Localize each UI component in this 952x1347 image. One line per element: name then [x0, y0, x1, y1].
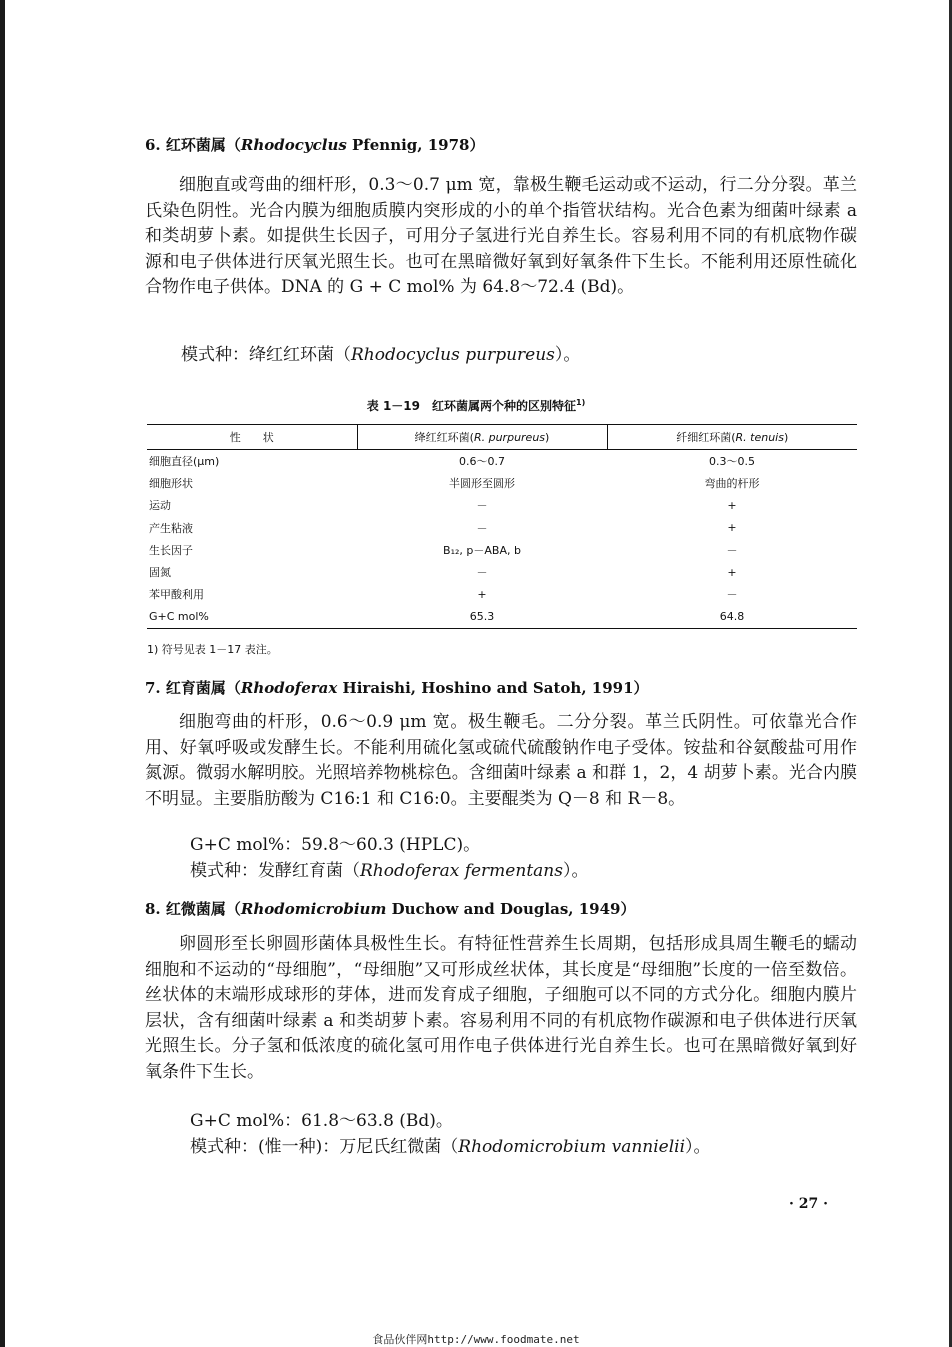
table-caption: 表 1－19 红环菌属两个种的区别特征$^{1)}$ [366, 398, 586, 413]
comparison-table [147, 424, 857, 629]
page-number: · 27 · [789, 1196, 828, 1212]
table-row: 细胞直径(μm) 0.6～0.7 0.3～0.5 [149, 455, 755, 469]
section-8-type-species: 模式种：(惟一种)：万尼氏红微菌（Rhodomicrobium vannielii）。 [190, 1137, 711, 1157]
table-row: 运动 － + [149, 498, 737, 513]
section-6-heading: 6. 红环菌属（Rhodocyclus Pfennig, 1978） [145, 136, 485, 154]
col-header-r-purpureus: 绛红红环菌(R. purpureus) [357, 425, 607, 450]
table-row: 生长因子 B₁₂, p－ABA, b － [149, 543, 738, 557]
section-7-description: 细胞弯曲的杆形，0.6～0.9 μm 宽。极生鞭毛。二分分裂。革兰氏阴性。可依靠光合作用、好氧呼吸或发酵生长。不能利用硫化氢或硫代硫酸钠作电子受体。铵盐和谷氨酸盐可用作氮源。微弱水解明胶。光照培养物桃棕色。含细菌叶绿素 a 和群 1，2，4 胡萝卜素。光合内膜不明显。主要脂肪酸为 C16:1 和 C16:0。主要醌类为 Q－8 和 R－8。 [145, 712, 857, 809]
section-7-heading: 7. 红育菌属（Rhodoferax Hiraishi, Hoshino and Satoh, 1991） [145, 679, 649, 697]
table-row: 固氮 － + [149, 565, 737, 580]
table-row: 细胞形状 半圆形至圆形 弯曲的杆形 [149, 477, 760, 491]
col-header-r-tenuis: 纤细红环菌(R. tenuis) [607, 425, 857, 450]
table-row: 产生粘液 － + [149, 521, 737, 535]
section-8-gc-content: G+C mol%：61.8～63.8 (Bd)。 [190, 1111, 453, 1131]
col-header-property: 性 状 [147, 425, 357, 450]
table-row: 苯甲酸利用 + － [149, 587, 738, 602]
section-7-gc-content: G+C mol%：59.8～60.3 (HPLC)。 [190, 835, 481, 855]
section-8-description: 卵圆形至长卵圆形菌体具极性生长。有特征性营养生长周期，包括形成具周生鞭毛的蠕动细胞和不运动的“母细胞”，“母细胞”又可形成丝状体，其长度是“母细胞”长度的一倍至数倍。丝状体的末端形成球形的芽体，进而发育成子细胞，子细胞可以不同的方式分化。细胞内膜片层状，含有细菌叶绿素 a 和类胡萝卜素。容易利用不同的有机底物作碳源和电子供体进行厌氧光照生长。分子氢和低浓度的硫化氢可用作电子供体进行光自养生长。也可在黑暗微好氧到好氧条件下生长。 [145, 934, 857, 1082]
table-row: G+C mol% 65.3 64.8 [147, 605, 857, 628]
section-7-type-species: 模式种：发酵红育菌（Rhodoferax fermentans）。 [190, 861, 589, 881]
scan-left-edge [0, 0, 5, 1347]
section-6-type-species: 模式种：绛红红环菌（Rhodocyclus purpureus）。 [181, 345, 581, 365]
table-footnote: 1) 符号见表 1－17 表注。 [147, 643, 278, 656]
footer-watermark: 食品伙伴网http://www.foodmate.net [372, 1333, 580, 1346]
section-8-heading: 8. 红微菌属（Rhodomicrobium Duchow and Douglas, 1949） [145, 900, 636, 918]
section-6-description: 细胞直或弯曲的细杆形，0.3～0.7 μm 宽，靠极生鞭毛运动或不运动，行二分分裂。革兰氏染色阴性。光合内膜为细胞质膜内突形成的小的单个指管状结构。光合色素为细菌叶绿素 a 和类胡萝卜素。如提供生长因子，可用分子氢进行光自养生长。容易利用不同的有机底物作碳源和电子供体进行厌氧光照生长。也可在黑暗微好氧到好氧条件下生长。不能利用还原性硫化合物作电子供体。DNA 的 G + C mol% 为 64.8～72.4 (Bd)。 [145, 175, 857, 298]
